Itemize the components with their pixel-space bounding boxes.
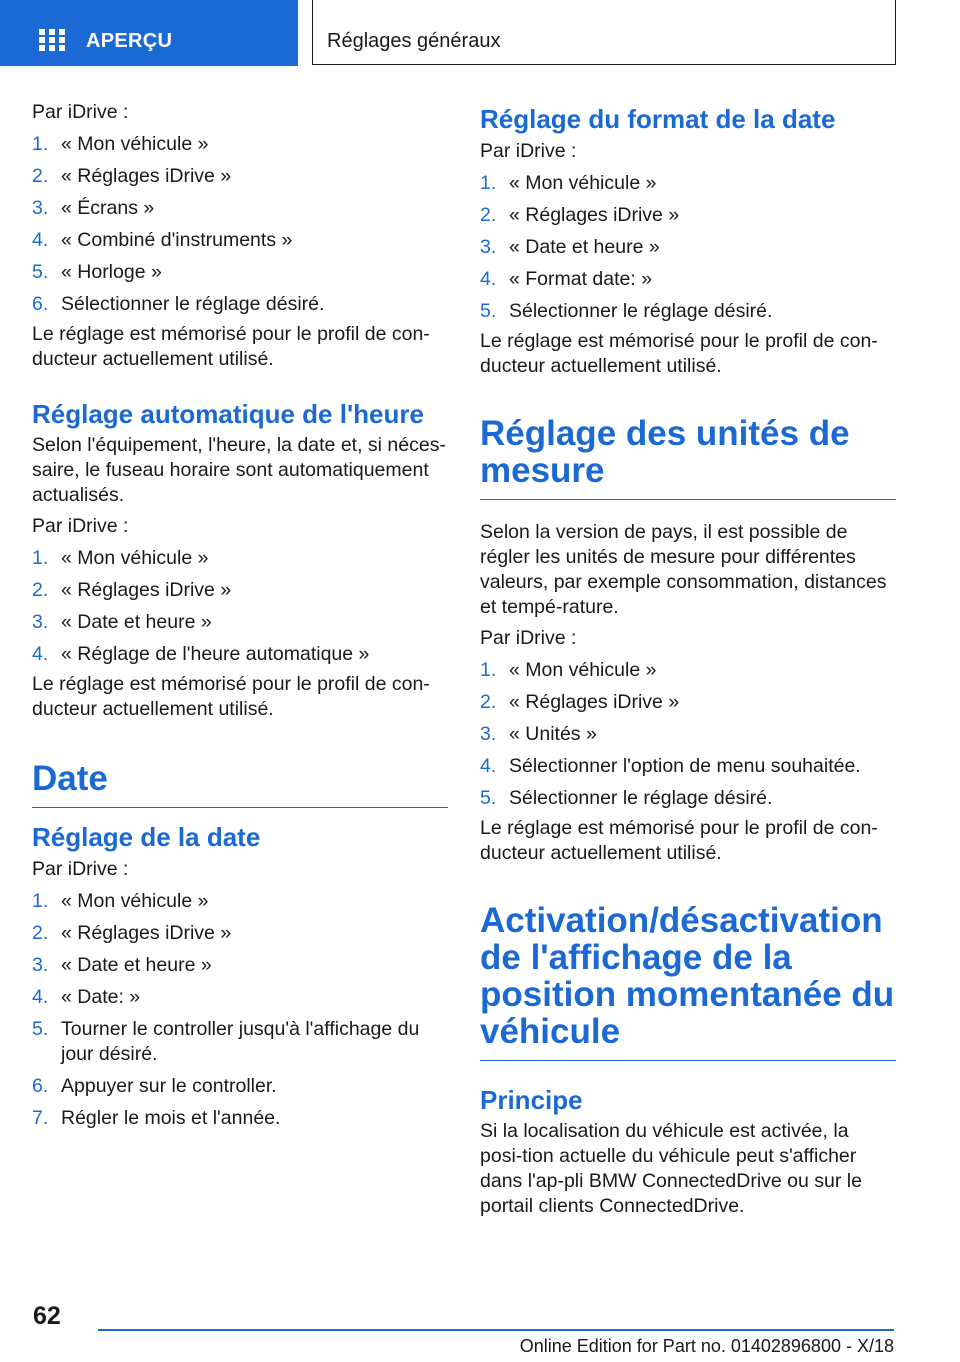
step-text: « Horloge » — [61, 261, 162, 283]
page-header — [0, 0, 960, 66]
step-text: « Date et heure » — [61, 611, 212, 633]
list-item — [32, 1074, 448, 1099]
list-item — [32, 260, 448, 285]
step-number: 4. — [32, 986, 49, 1008]
step-number: 3. — [32, 611, 49, 633]
step-text: « Réglages iDrive » — [509, 691, 680, 713]
edition-footer: Online Edition for Part no. 01402896800 - X/18 — [519, 1336, 894, 1356]
heading-vehicle-position: Activation/désactivation de l'affichage de la position momentanée du véhicule — [480, 902, 896, 1061]
list-item — [480, 203, 896, 228]
list-item — [32, 1017, 448, 1067]
step-number: 5. — [480, 787, 497, 809]
page-number: 62 — [33, 1302, 61, 1330]
left-note-2: Le réglage est mémorisé pour le profil de con‐ducteur actuellement utilisé. — [32, 673, 430, 720]
step-text: « Format date: » — [509, 268, 653, 290]
step-number: 3. — [32, 197, 49, 219]
step-number: 3. — [32, 954, 49, 976]
step-text: Sélectionner le réglage désiré. — [509, 787, 773, 809]
step-text: « Réglages iDrive » — [61, 922, 232, 944]
list-item — [32, 292, 448, 317]
step-text: « Unités » — [509, 723, 597, 745]
list-item — [480, 299, 896, 324]
overview-tab[interactable] — [0, 0, 298, 66]
list-item — [480, 267, 896, 292]
step-text: « Réglages iDrive » — [509, 204, 680, 226]
footer-divider — [98, 1329, 894, 1331]
auto-time-intro: Par iDrive : — [32, 515, 129, 537]
list-item — [32, 196, 448, 221]
step-number: 1. — [32, 547, 49, 569]
heading-date: Date — [32, 760, 448, 808]
step-number: 4. — [480, 268, 497, 290]
step-text: « Réglage de l'heure automatique » — [61, 643, 370, 665]
step-text: « Date et heure » — [509, 236, 660, 258]
list-item — [32, 953, 448, 978]
step-number: 2. — [32, 922, 49, 944]
step-number: 4. — [480, 755, 497, 777]
heading-date-format: Réglage du format de la date — [480, 104, 836, 134]
step-number: 4. — [32, 229, 49, 251]
list-item — [32, 546, 448, 571]
heading-units: Réglage des unités de mesure — [480, 415, 896, 500]
step-number: 5. — [480, 300, 497, 322]
list-item — [480, 171, 896, 196]
step-number: 4. — [32, 643, 49, 665]
list-item — [480, 722, 896, 747]
section-title: Réglages généraux — [327, 30, 501, 52]
step-number: 1. — [32, 133, 49, 155]
step-text: « Date: » — [61, 986, 141, 1008]
step-number: 2. — [480, 691, 497, 713]
step-number: 5. — [32, 261, 49, 283]
step-text: « Date et heure » — [61, 954, 212, 976]
list-item — [480, 235, 896, 260]
left-intro: Par iDrive : — [32, 101, 129, 123]
step-number: 3. — [480, 236, 497, 258]
overview-tab-label: APERÇU — [86, 30, 173, 52]
right-note-5: Le réglage est mémorisé pour le profil de con‐ducteur actuellement utilisé. — [480, 817, 878, 864]
date-steps — [32, 889, 448, 1131]
step-text: « Mon véhicule » — [61, 133, 209, 155]
step-text: Régler le mois et l'année. — [61, 1107, 281, 1129]
step-number: 6. — [32, 293, 49, 315]
list-item — [480, 690, 896, 715]
date-intro: Par iDrive : — [32, 858, 129, 880]
right-column — [480, 100, 896, 1219]
left-column — [32, 100, 448, 1131]
list-item — [32, 164, 448, 189]
step-number: 2. — [32, 165, 49, 187]
step-number: 1. — [480, 172, 497, 194]
step-text: Appuyer sur le controller. — [61, 1075, 277, 1097]
list-item — [32, 228, 448, 253]
list-item — [32, 642, 448, 667]
step-number: 5. — [32, 1018, 49, 1040]
step-text: Tourner le controller jusqu'à l'affichage du jour désiré. — [61, 1018, 420, 1065]
principle-text: Si la localisation du véhicule est activée, la posi‐tion actuelle du véhicule peut s'afficher dans l'ap‐pli BMW ConnectedDrive ou sur le portail clients ConnectedDrive. — [480, 1120, 862, 1217]
step-text: « Réglages iDrive » — [61, 579, 232, 601]
step-number: 7. — [32, 1107, 49, 1129]
right-note-4: Le réglage est mémorisé pour le profil de con‐ducteur actuellement utilisé. — [480, 330, 878, 377]
step-text: « Combiné d'instruments » — [61, 229, 293, 251]
units-text: Selon la version de pays, il est possible de régler les unités de mesure pour différentes valeurs, par exemple consommation, distances et tempé‐rature. — [480, 521, 887, 618]
section-tab[interactable] — [312, 0, 896, 65]
step-text: « Mon véhicule » — [509, 172, 657, 194]
heading-date-setting: Réglage de la date — [32, 822, 261, 852]
list-item — [480, 658, 896, 683]
step-number: 2. — [32, 579, 49, 601]
step-text: Sélectionner le réglage désiré. — [509, 300, 773, 322]
step-text: « Mon véhicule » — [509, 659, 657, 681]
heading-auto-time: Réglage automatique de l'heure — [32, 399, 424, 429]
auto-time-steps — [32, 546, 448, 667]
step-text: « Mon véhicule » — [61, 547, 209, 569]
step-text: « Réglages iDrive » — [61, 165, 232, 187]
list-item — [32, 1106, 448, 1131]
step-text: Sélectionner le réglage désiré. — [61, 293, 325, 315]
list-item — [32, 578, 448, 603]
list-item — [480, 786, 896, 811]
step-text: Sélectionner l'option de menu souhaitée. — [509, 755, 861, 777]
list-item — [480, 754, 896, 779]
format-intro: Par iDrive : — [480, 140, 577, 162]
step-number: 1. — [480, 659, 497, 681]
list-item — [32, 921, 448, 946]
heading-principle: Principe — [480, 1085, 583, 1115]
step-number: 6. — [32, 1075, 49, 1097]
step-number: 2. — [480, 204, 497, 226]
list-item — [32, 132, 448, 157]
auto-time-text: Selon l'équipement, l'heure, la date et, si néces‐saire, le fuseau horaire sont automatiquement actualisés. — [32, 434, 446, 506]
step-text: « Écrans » — [61, 197, 155, 219]
list-item — [32, 985, 448, 1010]
step-number: 3. — [480, 723, 497, 745]
left-note-1: Le réglage est mémorisé pour le profil de con‐ducteur actuellement utilisé. — [32, 323, 430, 370]
step-text: « Mon véhicule » — [61, 890, 209, 912]
grid-icon — [39, 29, 65, 51]
units-steps — [480, 658, 896, 811]
date-format-steps — [480, 171, 896, 324]
list-item — [32, 610, 448, 635]
units-intro: Par iDrive : — [480, 627, 577, 649]
list-item — [32, 889, 448, 914]
step-number: 1. — [32, 890, 49, 912]
horloge-steps — [32, 132, 448, 317]
